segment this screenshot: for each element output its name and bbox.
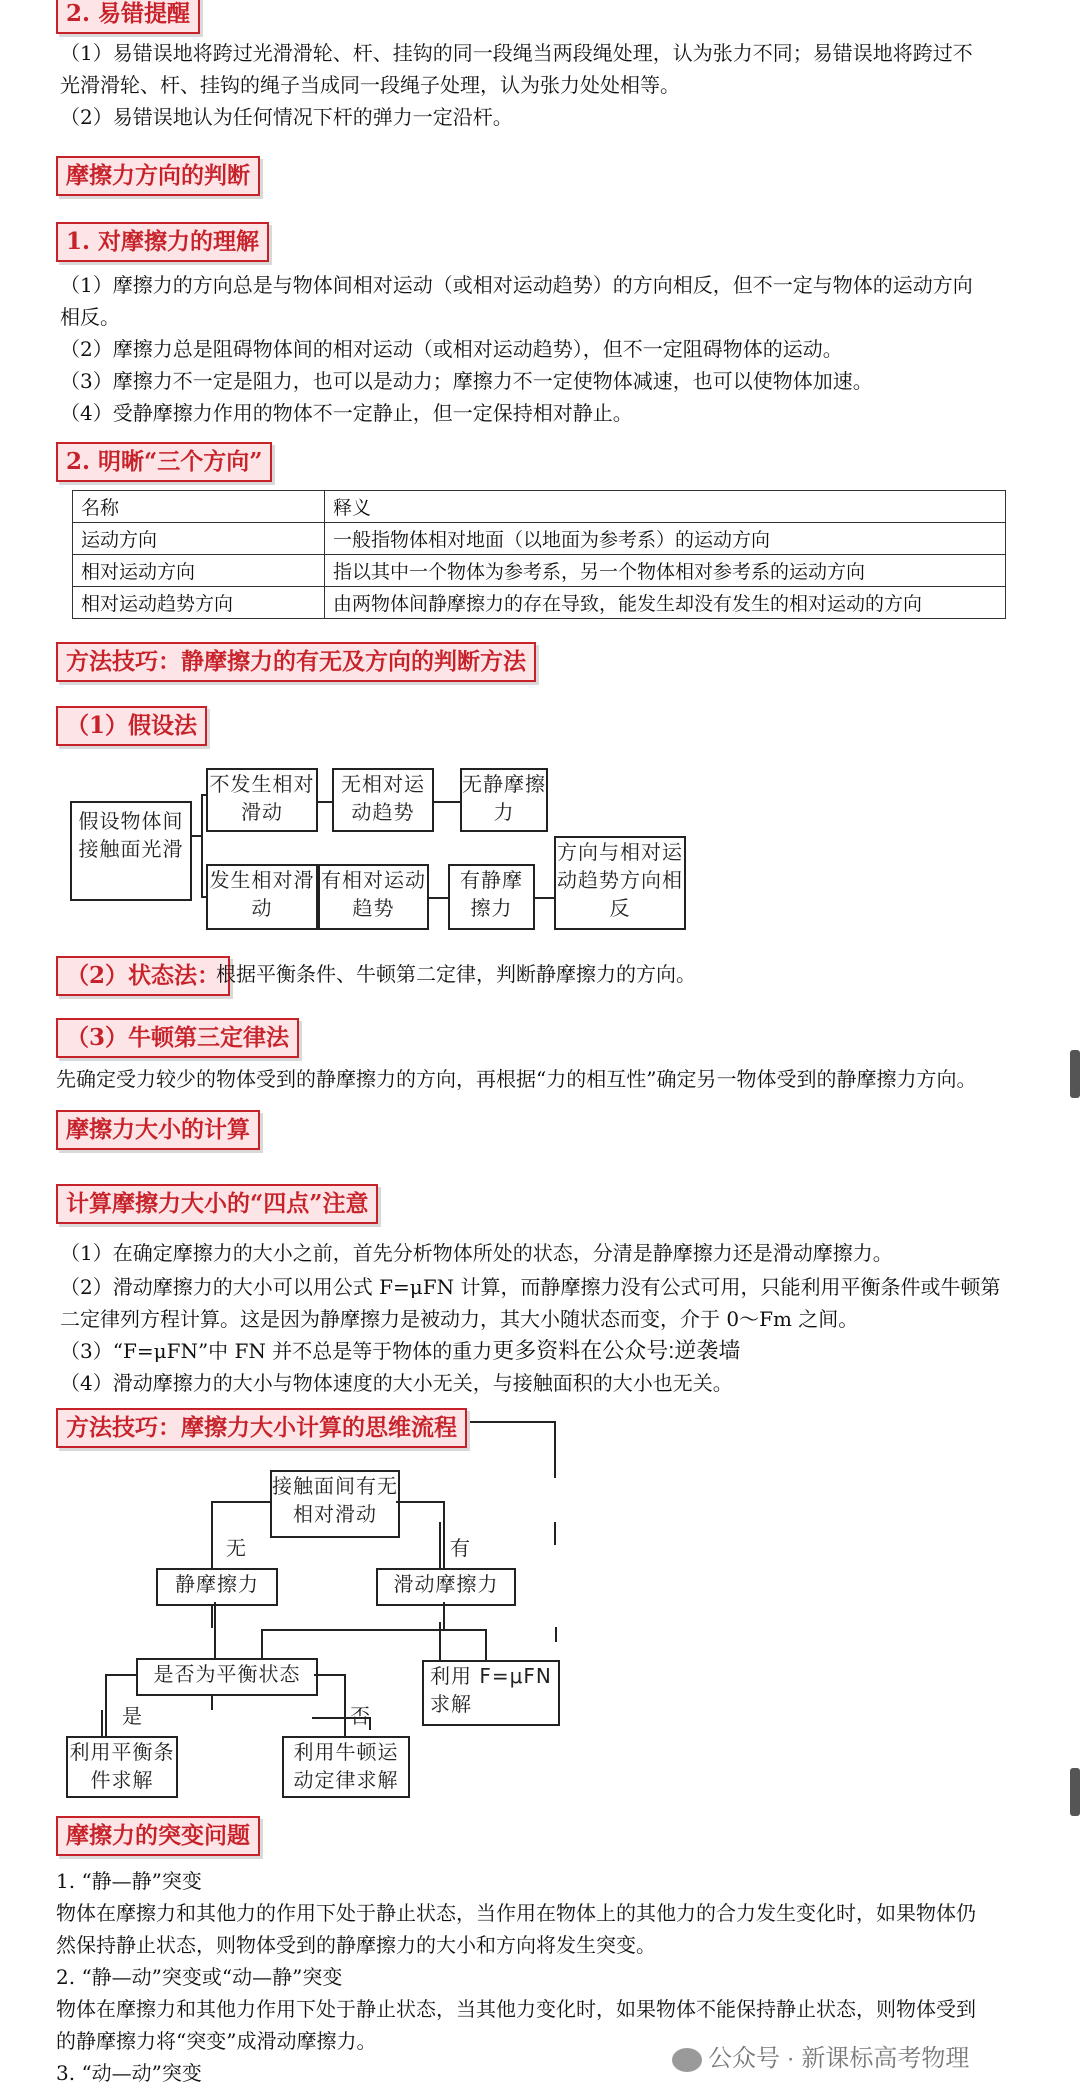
text-line: （1）在确定摩擦力的大小之前，首先分析物体所处的状态，分清是静摩擦力还是滑动摩擦力。 [60, 1241, 893, 1265]
table-cell: 指以其中一个物体为参考系，另一个物体相对参考系的运动方向 [325, 555, 1006, 587]
flow-box-assume: 假设物体间接触面光滑 [70, 801, 192, 901]
text-line: 相反。 [60, 305, 120, 329]
flow-box-sliding-friction: 滑动摩擦力 [376, 1568, 516, 1606]
table-cell: 相对运动方向 [73, 555, 325, 587]
flow-label-not: 否 [350, 1704, 370, 1728]
text-line: （4）受静摩擦力作用的物体不一定静止，但一定保持相对静止。 [60, 401, 633, 425]
flow-box-no-slide: 不发生相对滑动 [206, 768, 318, 832]
flow-label-yes: 有 [450, 1536, 470, 1560]
section-header-friction-direction: 摩擦力方向的判断 [56, 156, 260, 196]
text-line: （1）易错误地将跨过光滑滑轮、杆、挂钩的同一段绳当两段绳处理，认为张力不同；易错误地将跨过不 [60, 41, 973, 65]
flow-box-has-static-friction: 有静摩擦力 [448, 864, 535, 930]
flow-label-no: 无 [226, 1536, 246, 1560]
section-header-friction-magnitude: 摩擦力大小的计算 [56, 1110, 260, 1150]
text-line: 1. “静—静”突变 [56, 1869, 202, 1893]
text-line: 先确定受力较少的物体受到的静摩擦力的方向，再根据“力的相互性”确定另一物体受到的静摩擦力方向。 [56, 1067, 977, 1091]
section-header-magnitude-flow: 方法技巧：摩擦力大小计算的思维流程 [56, 1408, 467, 1448]
text-line: （2）滑动摩擦力的大小可以用公式 F=μFN 计算，而静摩擦力没有公式可用，只能利用平衡条件或牛顿第 [60, 1275, 1001, 1299]
section-header-sudden-change: 摩擦力的突变问题 [56, 1816, 260, 1856]
flow-box-no-tendency: 无相对运动趋势 [332, 768, 434, 832]
scrollbar-thumb[interactable] [1070, 1050, 1080, 1098]
section-header-mistakes: 2. 易错提醒 [56, 0, 200, 34]
table-cell: 相对运动趋势方向 [73, 587, 325, 619]
section-header-static-friction-method: 方法技巧：静摩擦力的有无及方向的判断方法 [56, 642, 536, 682]
flow-box-formula: 利用 F=μFN 求解 [422, 1660, 560, 1726]
flow-box-balance-solve: 利用平衡条件求解 [66, 1736, 178, 1798]
subheader-three-directions: 2. 明晰“三个方向” [56, 442, 272, 482]
flow-box-static-friction: 静摩擦力 [156, 1568, 278, 1606]
text-line: 二定律列方程计算。这是因为静摩擦力是被动力，其大小随状态而变，介于 0～Fm 之间。 [60, 1307, 859, 1331]
text-line: 的静摩擦力将“突变”成滑动摩擦力。 [56, 2029, 377, 2053]
text-line: 光滑滑轮、杆、挂钩的绳子当成同一段绳子处理，认为张力处处相等。 [60, 73, 680, 97]
table-cell: 由两物体间静摩擦力的存在导致，能发生却没有发生的相对运动的方向 [325, 587, 1006, 619]
text-line: 然保持静止状态，则物体受到的静摩擦力的大小和方向将发生突变。 [56, 1933, 656, 1957]
table-cell: 一般指物体相对地面（以地面为参考系）的运动方向 [325, 523, 1006, 555]
text-line: 3. “动—动”突变 [56, 2061, 202, 2085]
subheader-four-points: 计算摩擦力大小的“四点”注意 [56, 1184, 378, 1224]
text-line: （2）易错误地认为任何情况下杆的弹力一定沿杆。 [60, 105, 513, 129]
subheader-newton-third-law: （3）牛顿第三定律法 [56, 1018, 299, 1058]
flow-box-balance-state: 是否为平衡状态 [136, 1658, 318, 1696]
table-cell: 运动方向 [73, 523, 325, 555]
flow-box-has-tendency: 有相对运动趋势 [318, 864, 429, 930]
flow-box-relative-slide: 接触面间有无相对滑动 [270, 1470, 400, 1538]
watermark-text: 公众号 · 新课标高考物理 [708, 2045, 970, 2072]
flow-box-no-static-friction: 无静摩擦力 [460, 768, 548, 832]
subheader-understanding: 1. 对摩擦力的理解 [56, 222, 269, 262]
text-line: 根据平衡条件、牛顿第二定律，判断静摩擦力的方向。 [216, 962, 696, 986]
text-line: （2）摩擦力总是阻碍物体间的相对运动（或相对运动趋势），但不一定阻碍物体的运动。 [60, 337, 843, 361]
text-line: 物体在摩擦力和其他力的作用下处于静止状态，当作用在物体上的其他力的合力发生变化时，如果物体仍 [56, 1901, 976, 1925]
text-line-part: （3）“F=μFN”中 FN 并不总是等于物体的重力 [60, 1339, 493, 1363]
subheader-state-method: （2）状态法： [56, 956, 230, 996]
text-line: 2. “静—动”突变或“动—静”突变 [56, 1965, 343, 1989]
text-line: 物体在摩擦力和其他力作用下处于静止状态，当其他力变化时，如果物体不能保持静止状态，则物体受到 [56, 1997, 976, 2021]
scrollbar-thumb[interactable] [1070, 1768, 1080, 1816]
subheader-assumption-method: （1）假设法 [56, 706, 207, 746]
text-line: （3）摩擦力不一定是阻力，也可以是动力；摩擦力不一定使物体减速，也可以使物体加速。 [60, 369, 873, 393]
text-line: （4）滑动摩擦力的大小与物体速度的大小无关，与接触面积的大小也无关。 [60, 1371, 733, 1395]
flow-box-direction-opposite: 方向与相对运动趋势方向相反 [554, 836, 686, 930]
text-line: （1）摩擦力的方向总是与物体间相对运动（或相对运动趋势）的方向相反，但不一定与物体的运动方向 [60, 273, 973, 297]
flow-label-is: 是 [122, 1704, 142, 1728]
table-header-cell: 名称 [73, 491, 325, 523]
flow-box-slide: 发生相对滑动 [206, 864, 318, 930]
wechat-icon [672, 2048, 702, 2072]
flow-box-newton-solve: 利用牛顿运动定律求解 [282, 1736, 410, 1798]
wechat-watermark [672, 2038, 969, 2073]
watermark-inline: 更多资料在公众号:逆袭墙 [492, 1338, 741, 1363]
table-header-cell: 释义 [325, 491, 1006, 523]
